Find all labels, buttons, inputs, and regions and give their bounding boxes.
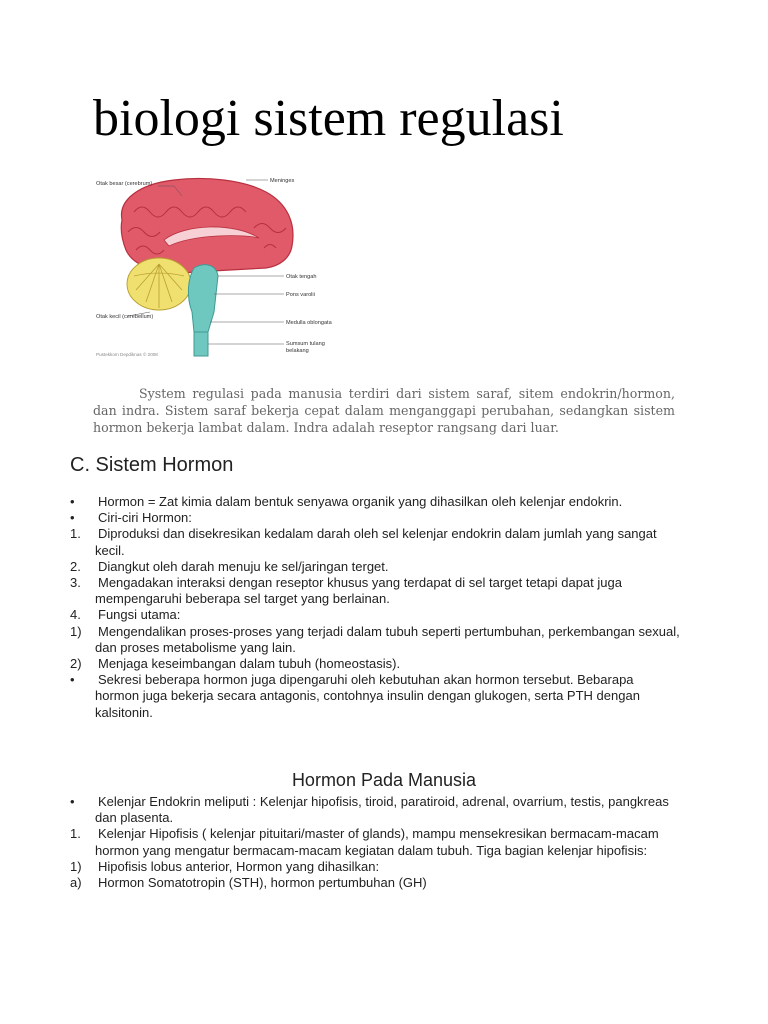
list-marker: • <box>70 494 75 509</box>
list-item <box>70 859 680 875</box>
list-marker: a) <box>70 875 82 891</box>
list-item <box>70 575 680 607</box>
list-marker: • <box>70 510 75 526</box>
list-item <box>70 494 680 510</box>
label-cerebellum: Otak kecil (cerebellum) <box>96 314 154 320</box>
list-marker: 4. <box>70 607 81 623</box>
label-midbrain: Otak tengah <box>286 274 317 280</box>
list-item-text: Menjaga keseimbangan dalam tubuh (homeostasis). <box>98 656 401 672</box>
intro-paragraph: System regulasi pada manusia terdiri dari sistem saraf, sitem endokrin/hormon, dan indra. Sistem saraf bekerja cepat dalam menganggapi perubahan, sedangkan sistem hormon bekerja lambat dalam. Indra adalah reseptor rangsang dari luar. <box>93 386 675 435</box>
sistem-hormon-list <box>70 494 680 721</box>
brain-diagram <box>94 172 332 362</box>
list-item-text: Diproduksi dan disekresikan kedalam darah oleh sel kelenjar endokrin dalam jumlah yang sangat kecil. <box>95 526 657 558</box>
list-item-text: Ciri-ciri Hormon: <box>98 510 192 526</box>
list-marker: 1) <box>70 623 82 639</box>
list-item-text: Hormon = Zat kimia dalam bentuk senyawa organik yang dihasilkan oleh kelenjar endokrin. <box>98 494 623 509</box>
list-item <box>70 875 680 891</box>
list-marker: 1) <box>70 858 82 874</box>
list-marker: • <box>70 672 75 688</box>
section-heading-sistem-hormon: C. Sistem Hormon <box>70 454 234 476</box>
label-spinal-cord-line1: Sumsum tulang <box>286 341 325 347</box>
label-medulla: Medulla oblongata <box>286 320 332 326</box>
list-item-text: Hormon Somatotropin (STH), hormon pertumbuhan (GH) <box>98 875 427 891</box>
label-cerebrum: Otak besar (cerebrum) <box>96 181 153 187</box>
list-item <box>70 826 680 858</box>
list-item <box>70 526 680 558</box>
list-item <box>70 559 680 575</box>
list-item-text: Kelenjar Hipofisis ( kelenjar pituitari/master of glands), mampu mensekresikan bermacam-macam hormon yang mengatur bermacam-macam kegiatan dalam tubuh. Tiga bagian kelenjar hipofisis: <box>95 826 659 858</box>
list-item-text: Hipofisis lobus anterior, Hormon yang dihasilkan: <box>98 858 380 874</box>
list-item <box>70 607 680 623</box>
list-item-text: Fungsi utama: <box>98 607 181 623</box>
list-item-text: Diangkut oleh darah menuju ke sel/jaringan terget. <box>98 558 389 574</box>
list-item <box>70 656 680 672</box>
list-item-text: Kelenjar Endokrin meliputi : Kelenjar hipofisis, tiroid, paratiroid, adrenal, ovarrium, testis, pangkreas dan plasenta. <box>95 794 669 826</box>
label-pons: Pons varolii <box>286 292 315 298</box>
label-meninges: Meninges <box>270 178 295 184</box>
label-spinal-cord-line2: belakang <box>286 348 309 354</box>
list-marker: 1. <box>70 526 81 542</box>
list-marker: 2) <box>70 656 82 672</box>
document-title: biologi sistem regulasi <box>93 90 564 147</box>
list-item-text: Sekresi beberapa hormon juga dipengaruhi oleh kebutuhan akan hormon tersebut. Bebarapa hormon juga bekerja secara antagonis, contohnya insulin dengan glukogen, serta PTH dengan kalsitonin. <box>95 672 640 720</box>
spinal-cord-shape <box>194 332 208 356</box>
list-item <box>70 672 680 721</box>
hormon-pada-manusia-list <box>70 794 680 891</box>
section-heading-hormon-pada-manusia: Hormon Pada Manusia <box>291 770 477 790</box>
figure-credit: Pustekkom Depdiknas © 2008 <box>96 352 158 357</box>
list-marker: 1. <box>70 826 81 842</box>
list-item <box>70 624 680 656</box>
list-item <box>70 510 680 526</box>
list-item-text: Mengendalikan proses-proses yang terjadi dalam tubuh seperti pertumbuhan, perkembangan sexual, dan proses metabolisme yang lain. <box>95 623 680 655</box>
list-marker: • <box>70 794 75 809</box>
brain-diagram-svg <box>94 172 332 362</box>
list-marker: 3. <box>70 575 81 591</box>
list-marker: 2. <box>70 558 81 574</box>
list-item-text: Mengadakan interaksi dengan reseptor khusus yang terdapat di sel target tetapi dapat juga mempengaruhi beberapa sel target yang berlainan. <box>95 575 622 607</box>
list-item <box>70 794 680 826</box>
